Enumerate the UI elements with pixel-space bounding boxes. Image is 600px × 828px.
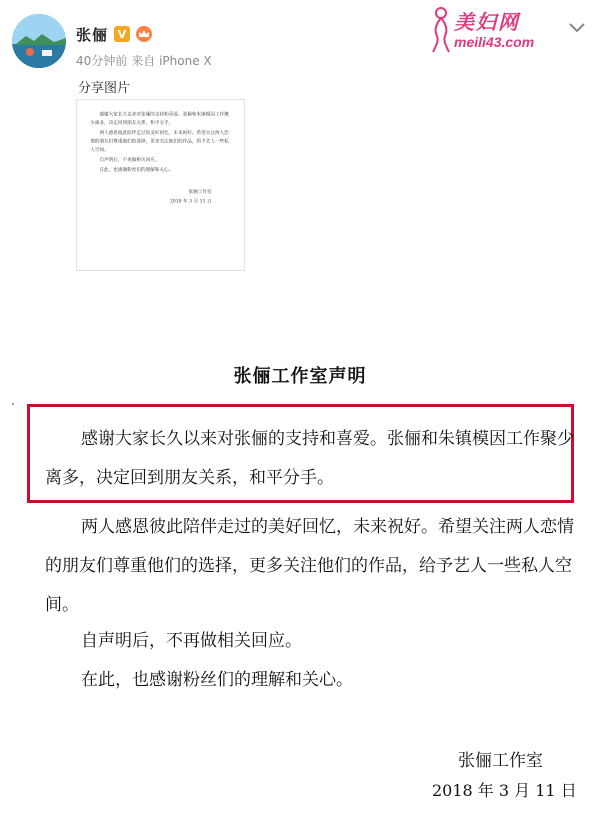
post-source[interactable]: 来自 iPhone X	[131, 54, 212, 68]
watermark	[426, 4, 556, 56]
watermark-title: 美妇网	[454, 10, 520, 34]
statement-paragraph-4: 在此，也感谢粉丝们的理解和关心。	[81, 670, 353, 690]
avatar[interactable]	[12, 14, 66, 68]
post-meta	[76, 52, 212, 69]
divider-dot	[12, 403, 14, 405]
thumb-paragraph: 两人感恩彼此陪伴走过的美好回忆，未来祝好。希望关注两人恋情的朋友们尊重他们的选择，更多关注他们的作品，给予艺人一些私人空间。	[90, 130, 229, 153]
username[interactable]: 张俪	[76, 25, 109, 44]
statement-paragraph-1: 感谢大家长久以来对张俪的支持和喜爱。张俪和朱镇模因工作聚少离多，决定回到朋友关系，和平分手。	[45, 429, 574, 488]
statement-paragraph-2: 两人感恩彼此陪伴走过的美好回忆，未来祝好。希望关注两人恋情的朋友们尊重他们的选择，更多关注他们的作品，给予艺人一些私人空间。	[45, 517, 574, 615]
thumb-date: 2018 年 3 月 11 日	[169, 198, 212, 204]
post-time: 40分钟前	[76, 54, 128, 68]
chevron-down-icon[interactable]	[567, 20, 587, 36]
woman-figure-icon	[428, 6, 454, 54]
statement-title: 张俪工作室声明	[233, 366, 367, 387]
watermark-url: meili43.com	[454, 34, 535, 50]
statement-signature: 张俪工作室	[458, 751, 543, 771]
statement-date: 2018 年 3 月 11 日	[432, 781, 577, 800]
verified-badge-icon: V	[114, 26, 130, 42]
thumb-paragraph: 在此，也感谢粉丝们的理解和关心。	[99, 166, 174, 173]
statement-paragraph-3: 自声明后，不再做相关回应。	[81, 631, 302, 651]
thumb-paragraph: 自声明后，不再做相关回应。	[99, 157, 160, 163]
crown-icon	[136, 26, 152, 42]
post-text: 分享图片	[78, 81, 131, 96]
statement-image-thumbnail[interactable]	[76, 99, 245, 271]
username-row	[76, 24, 152, 44]
thumb-signature: 张俪工作室	[188, 189, 212, 195]
thumb-paragraph: 感谢大家长久以来对张俪的支持和喜爱。张俪和朱镇模因工作聚少离多，决定回到朋友关系，和平分手。	[90, 111, 229, 126]
